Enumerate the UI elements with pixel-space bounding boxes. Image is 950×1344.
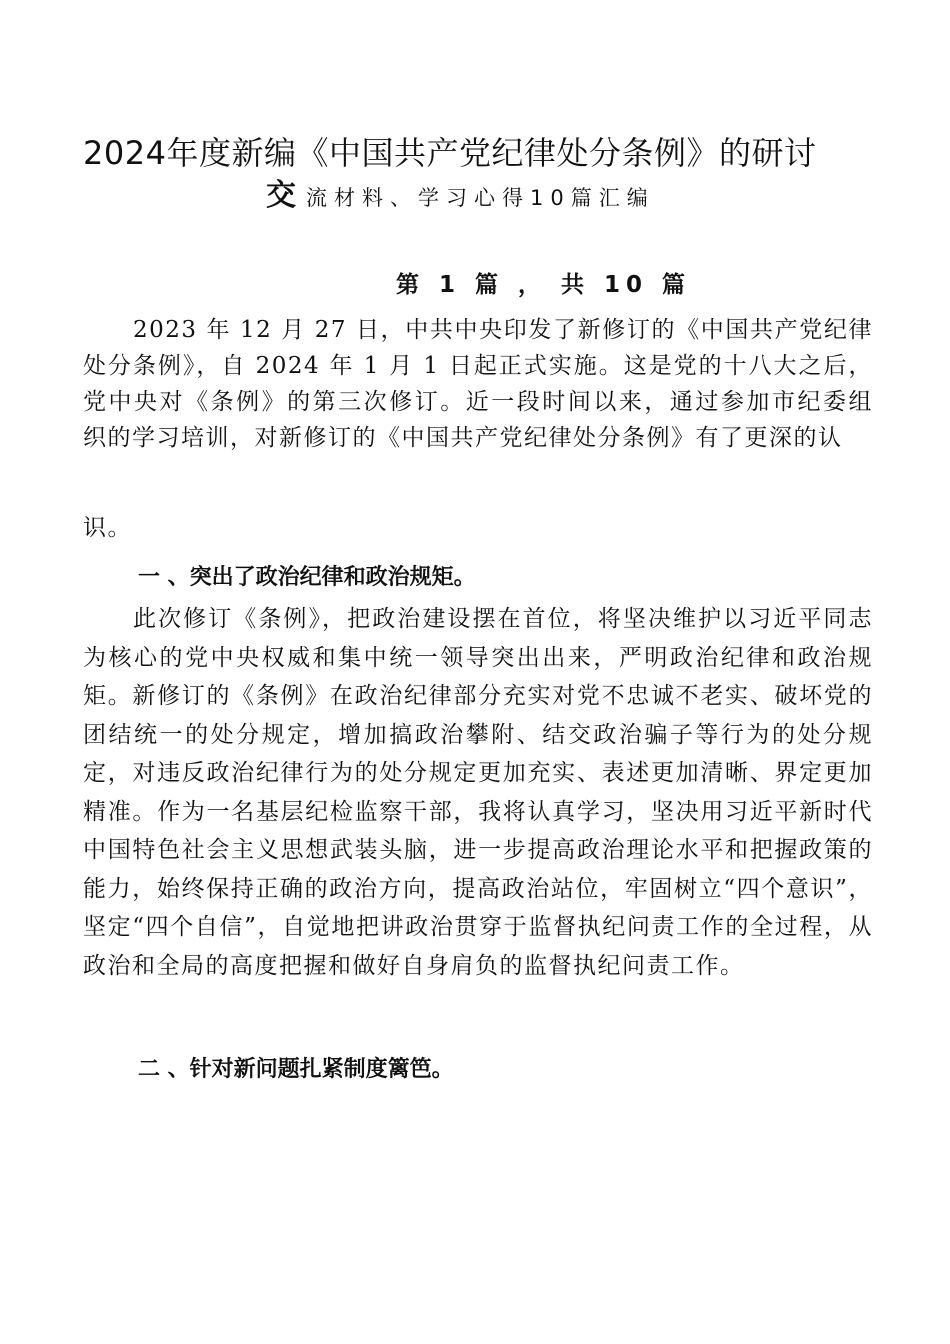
section-heading-1: 一 、突出了政治纪律和政治规矩。 <box>138 565 476 590</box>
document-title-line2-rest: 流材料、学习心得10篇汇编 <box>306 186 655 210</box>
document-title-line2 <box>266 170 866 214</box>
paragraph-intro-tail: 识。 <box>83 515 132 541</box>
paragraph-intro: 2023 年 12 月 27 日，中共中央印发了新修订的《中国共产党纪律 处分条例》，自 2024 年 1 月 1 日起正式实施。这是党的十八大之后， 党中央对《条例》的第三次修订。近一段时间以来，通过参加市纪委组 织的学习培训，对新修订的《中国共产党纪律处分条例》有了更深的认 <box>83 317 873 451</box>
document-title-line2-lead: 交 <box>266 178 296 213</box>
part-heading: 第 1 篇 ， 共 10 篇 <box>396 272 692 298</box>
section-heading-2: 二 、针对新问题扎紧制度篱笆。 <box>138 1057 454 1082</box>
document-title-line1: 2024年度新编《中国共产党纪律处分条例》的研讨 <box>83 134 817 172</box>
paragraph-section-1: 此次修订《条例》，把政治建设摆在首位，将坚决维护以习近平同志为核心的党中央权威和集中统一领导突出出来，严明政治纪律和政治规矩。新修订的《条例》在政治纪律部分充实对党不忠诚不老实、破坏党的团结统一的处分规定，增加搞政治攀附、结交政治骗子等行为的处分规定，对违反政治纪律行为的处分规定更加充实、表述更加清晰、界定更加精准。作为一名基层纪检监察干部，我将认真学习，坚决用习近平新时代中国特色社会主义思想武装头脑，进一步提高政治理论水平和把握政策的能力，始终保持正确的政治方向，提高政治站位，牢固树立“四个意识”，坚定“四个自信”，自觉地把讲政治贯穿于监督执纪问责工作的全过程，从政治和全局的高度把握和做好自身肩负的监督执纪问责工作。 <box>83 606 873 979</box>
